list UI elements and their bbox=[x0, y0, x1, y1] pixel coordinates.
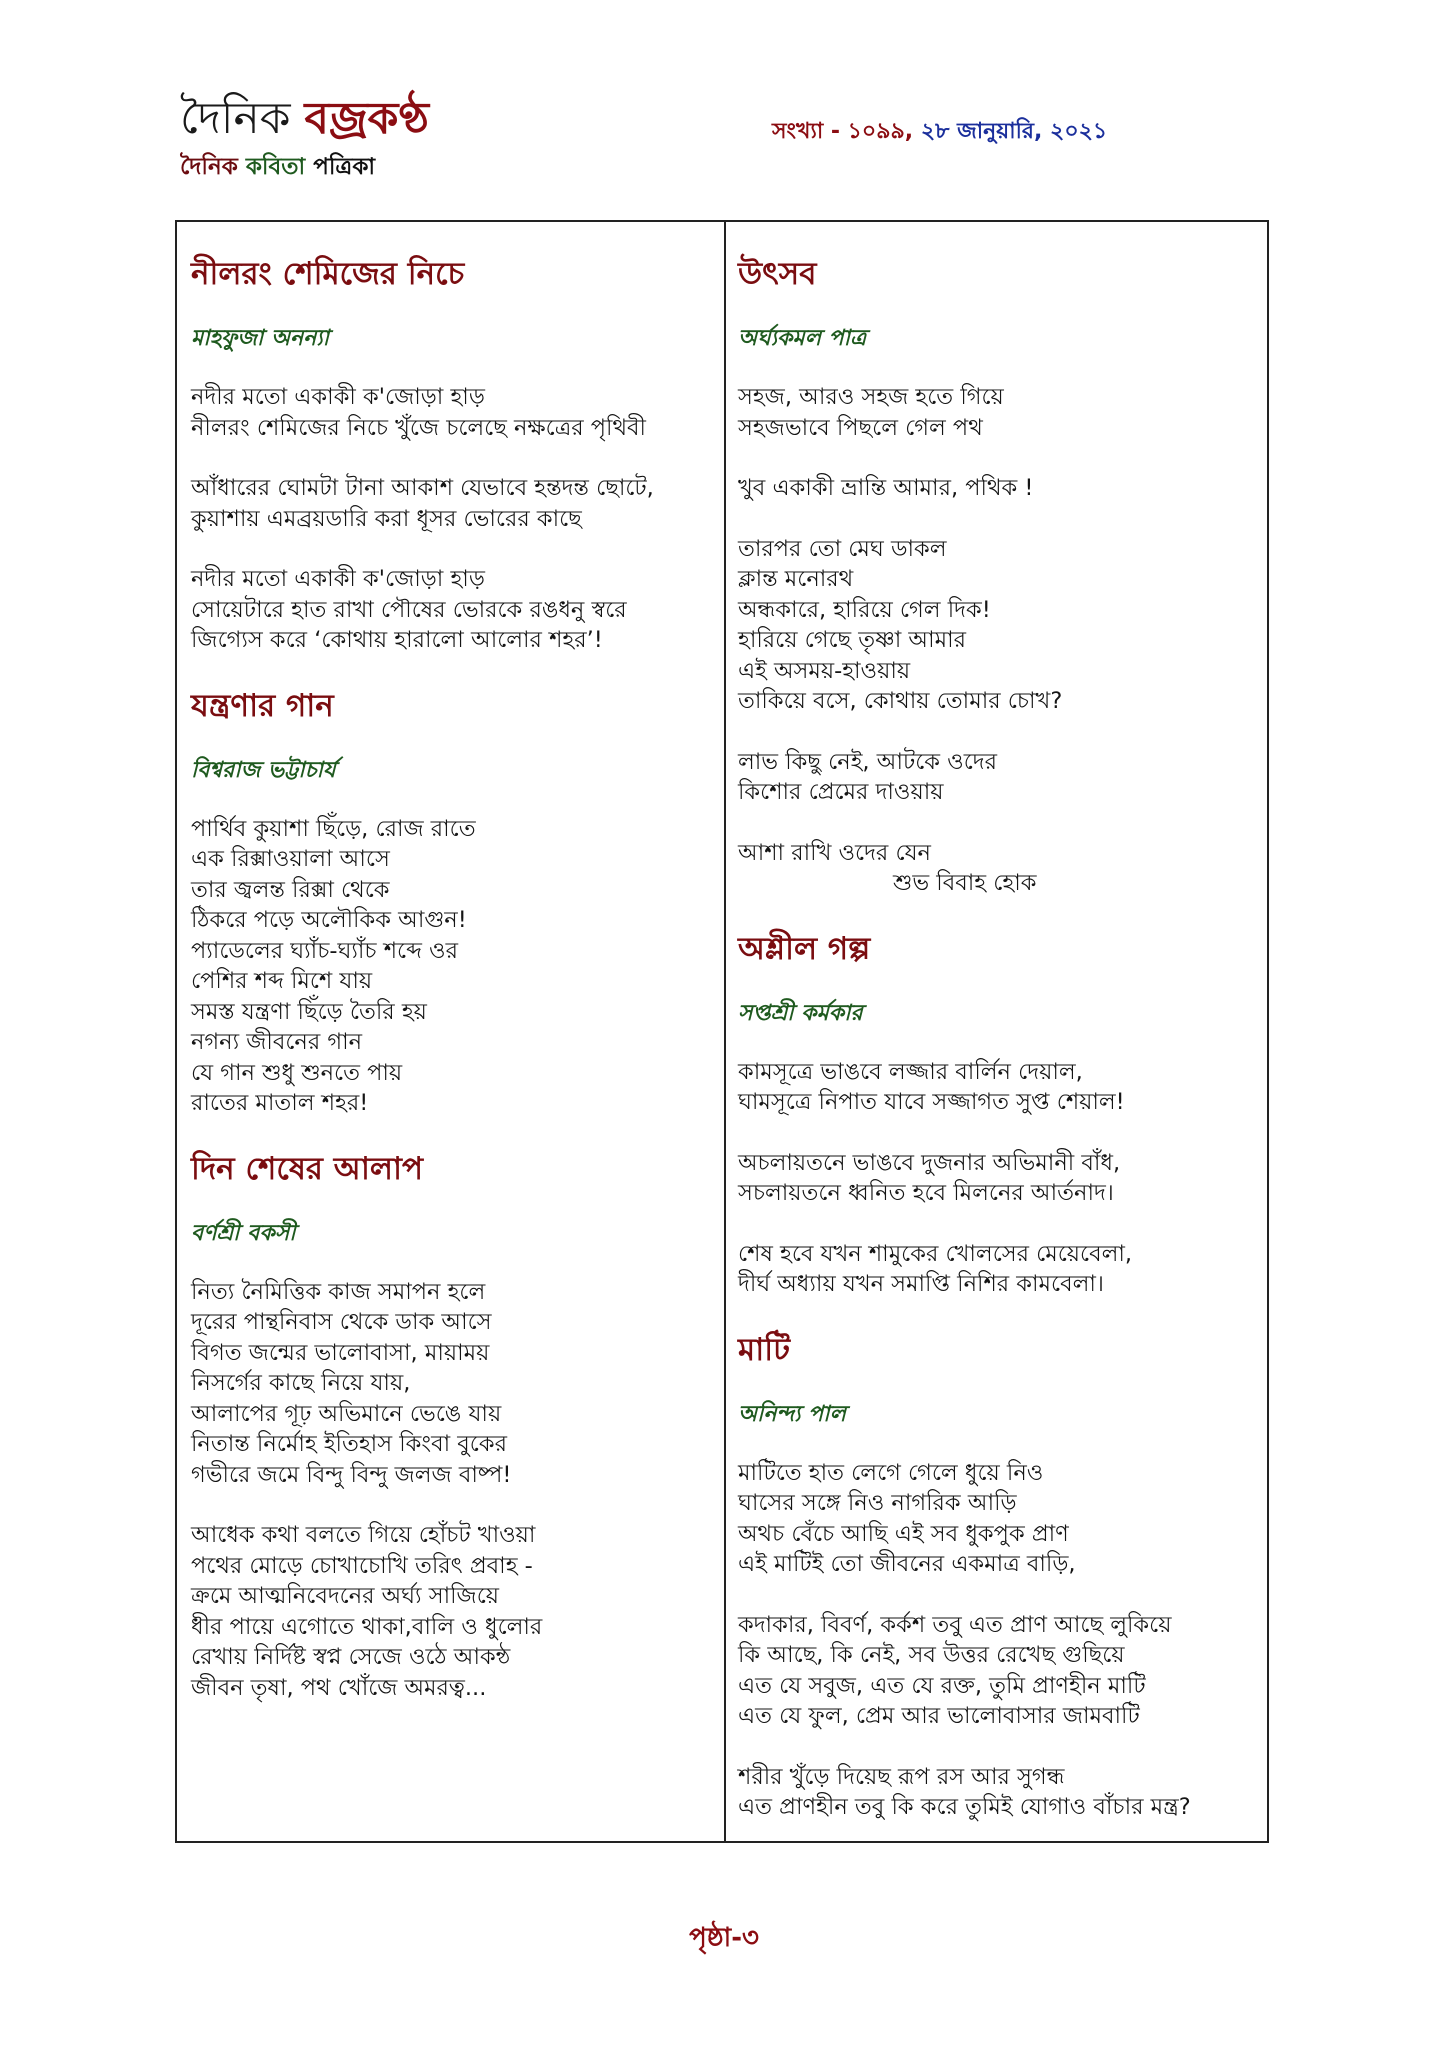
poem-line: আলাপের গূঢ় অভিমানে ভেঙে যায় bbox=[191, 1400, 502, 1427]
poem-line: কি আছে, কি নেই, সব উত্তর রেখেছ গুছিয়ে bbox=[738, 1642, 1125, 1668]
poem-line: সহজভাবে পিছলে গেল পথ bbox=[738, 414, 983, 441]
tagline-part-3: পত্রিকা bbox=[313, 154, 376, 180]
stanza bbox=[738, 382, 1258, 443]
stanza bbox=[738, 473, 1258, 504]
newspaper-logo bbox=[180, 92, 480, 146]
poem-line: ঠিকরে পড়ে অলৌকিক আগুন! bbox=[191, 907, 467, 933]
stanza bbox=[738, 534, 1258, 717]
column-divider bbox=[724, 222, 726, 1841]
poem-author: বিশ্বরাজ ভট্টাচার্য bbox=[191, 757, 336, 783]
tagline-part-1: দৈনিক bbox=[180, 154, 238, 180]
poem-author: মাহফুজা অনন্যা bbox=[191, 326, 330, 351]
poem-line: এত যে সবুজ, এত যে রক্ত, তুমি প্রাণহীন মাটি bbox=[738, 1672, 1146, 1699]
page-number: পৃষ্ঠা-৩ bbox=[689, 1923, 759, 1953]
poem-line: এত প্রাণহীন তবু কি করে তুমিই যোগাও বাঁচার মন্ত্র? bbox=[738, 1794, 1191, 1820]
issue-number: সংখ্যা - ১০৯৯, bbox=[772, 119, 914, 144]
stanza bbox=[191, 382, 711, 443]
poem-line: পেশির শব্দ মিশে যায় bbox=[191, 968, 373, 994]
poem-line: তার জ্বলন্ত রিক্সা থেকে bbox=[191, 876, 390, 903]
poem-line: আঁধারের ঘোমটা টানা আকাশ যেভাবে হন্তদন্ত ছোটে, bbox=[191, 475, 654, 501]
poem-line: বিগত জন্মের ভালোবাসা, মায়াময় bbox=[191, 1339, 490, 1366]
logo-part-dainik: দৈনিক bbox=[180, 93, 291, 144]
poem-line: রাতের মাতাল শহর! bbox=[191, 1090, 369, 1116]
poem-title: অশ্লীল গল্প bbox=[738, 930, 871, 967]
stanza bbox=[191, 1520, 711, 1703]
poem-title: মাটি bbox=[738, 1331, 790, 1368]
stanza bbox=[191, 473, 711, 534]
poem-line: পার্থিব কুয়াশা ছিঁড়ে, রোজ রাতে bbox=[191, 815, 476, 842]
poem-line: ক্লান্ত মনোরথ bbox=[738, 566, 854, 592]
poem bbox=[738, 929, 1258, 1300]
poem-author: বর্ণশ্রী বকসী bbox=[191, 1220, 296, 1246]
poem-line: জিগ্যেস করে ‘কোথায় হারালো আলোর শহর’! bbox=[191, 627, 603, 653]
poem-line: নদীর মতো একাকী ক'জোড়া হাড় bbox=[191, 384, 485, 410]
poem-author: সপ্তশ্রী কর্মকার bbox=[738, 1000, 863, 1026]
poem-line: সচলায়তনে ধ্বনিত হবে মিলনের আর্তনাদ। bbox=[738, 1180, 1114, 1206]
poem-line: দীর্ঘ অধ্যায় যখন সমাপ্তি নিশির কামবেলা। bbox=[738, 1271, 1104, 1297]
poem-line: এত যে ফুল, প্রেম আর ভালোবাসার জামবাটি bbox=[738, 1703, 1140, 1729]
poem-line: শেষ হবে যখন শামুকের খোলসের মেয়েবেলা, bbox=[738, 1240, 1133, 1267]
stanza bbox=[738, 1239, 1258, 1300]
poem-author: অনিন্দ্য পাল bbox=[738, 1401, 846, 1427]
poem-line: কুয়াশায় এমব্রয়ডারি করা ধূসর ভোরের কাছে bbox=[191, 505, 582, 532]
stanza bbox=[738, 1057, 1258, 1118]
poem-line: যে গান শুধু শুনতে পায় bbox=[191, 1059, 403, 1086]
poem-line: গভীরে জমে বিন্দু বিন্দু জলজ বাষ্প! bbox=[191, 1461, 512, 1488]
stanza bbox=[738, 838, 1258, 899]
poem-line: কিশোর প্রেমের দাওয়ায় bbox=[738, 779, 944, 805]
poem-line: পথের মোড়ে চোখাচোখি তরিৎ প্রবাহ - bbox=[191, 1552, 533, 1579]
poem-line: তাকিয়ে বসে, কোথায় তোমার চোখ? bbox=[738, 688, 1063, 714]
poem-title: উৎসব bbox=[738, 256, 817, 292]
poem-line: নিতান্ত নির্মোহ ইতিহাস কিংবা বুকের bbox=[191, 1431, 507, 1457]
issue-date: ২৮ জানুয়ারি, ২০২১ bbox=[920, 119, 1108, 144]
poem-line: হারিয়ে গেছে তৃষ্ণা আমার bbox=[738, 627, 967, 653]
masthead bbox=[180, 92, 480, 187]
logo-part-bajrakantha: বজ্রকণ্ঠ bbox=[304, 93, 429, 144]
poem-line: প্যাডেলের ঘ্যাঁচ-ঘ্যাঁচ শব্দে ওর bbox=[191, 937, 458, 964]
stanza bbox=[738, 1610, 1258, 1732]
poem-line: নিসর্গের কাছে নিয়ে যায়, bbox=[191, 1370, 411, 1396]
poem bbox=[191, 686, 711, 1119]
poem-title: দিন শেষের আলাপ bbox=[191, 1150, 424, 1187]
stanza bbox=[738, 747, 1258, 808]
poem-line: আধেক কথা বলতে গিয়ে হোঁচট খাওয়া bbox=[191, 1522, 536, 1548]
tagline bbox=[180, 148, 480, 187]
poem-line: ক্রমে আত্মনিবেদনের অর্ঘ্য সাজিয়ে bbox=[191, 1583, 499, 1609]
poem-line: নীলরং শেমিজের নিচে খুঁজে চলেছে নক্ষত্রের পৃথিবী bbox=[191, 414, 646, 441]
stanza bbox=[738, 1458, 1258, 1580]
poem-line: তারপর তো মেঘ ডাকল bbox=[738, 535, 947, 562]
right-column bbox=[738, 232, 1258, 1853]
poem-line: নিত্য নৈমিত্তিক কাজ সমাপন হলে bbox=[191, 1278, 486, 1305]
poem-line: আশা রাখি ওদের যেন bbox=[738, 839, 931, 866]
poem-line: এই মাটিই তো জীবনের একমাত্র বাড়ি, bbox=[738, 1551, 1076, 1577]
poem-line: ধীর পায়ে এগোতে থাকা,বালি ও ধুলোর bbox=[191, 1613, 543, 1640]
poem bbox=[738, 254, 1258, 899]
poem-author: অর্ঘ্যকমল পাত্র bbox=[738, 326, 867, 351]
poem-line: সমস্ত যন্ত্রণা ছিঁড়ে তৈরি হয় bbox=[191, 998, 427, 1025]
poem-line: শরীর খুঁড়ে দিয়েছ রূপ রস আর সুগন্ধ bbox=[738, 1763, 1065, 1790]
issue-info bbox=[772, 114, 1107, 151]
left-column bbox=[191, 232, 711, 1733]
poem-line: অন্ধকারে, হারিয়ে গেল দিক! bbox=[738, 596, 991, 623]
poem bbox=[191, 254, 711, 656]
poem-line: শুভ বিবাহ হোক bbox=[893, 870, 1037, 896]
poem-line: এক রিক্সাওয়ালা আসে bbox=[191, 846, 390, 872]
poem-line: কদাকার, বিবর্ণ, কর্কশ তবু এত প্রাণ আছে লুকিয়ে bbox=[738, 1611, 1172, 1638]
poem-line: নগন্য জীবনের গান bbox=[191, 1029, 363, 1055]
poem-line: রেখায় নির্দিষ্ট স্বপ্ন সেজে ওঠে আকন্ঠ bbox=[191, 1644, 511, 1670]
poem-line: লাভ কিছু নেই, আটকে ওদের bbox=[738, 748, 997, 775]
stanza bbox=[738, 1148, 1258, 1209]
poem bbox=[738, 1330, 1258, 1823]
poem-line: জীবন তৃষা, পথ খোঁজে অমরত্ব... bbox=[191, 1674, 487, 1701]
poem-title: যন্ত্রণার গান bbox=[191, 687, 334, 724]
poem-line: ঘাসের সঙ্গে নিও নাগরিক আড়ি bbox=[738, 1490, 1017, 1516]
poem-line: সহজ, আরও সহজ হতে গিয়ে bbox=[738, 384, 1004, 410]
poem-line: ঘামসূত্রে নিপাত যাবে সজ্জাগত সুপ্ত শেয়াল! bbox=[738, 1089, 1125, 1115]
poem-line: সোয়েটারে হাত রাখা পৌষের ভোরকে রঙধনু স্বরে bbox=[191, 596, 627, 623]
poem-line: এই অসময়-হাওয়ায় bbox=[738, 657, 911, 684]
poem-line: কামসূত্রে ভাঙবে লজ্জার বার্লিন দেয়াল, bbox=[738, 1058, 1083, 1085]
content-frame bbox=[175, 220, 1269, 1843]
poem bbox=[191, 1149, 711, 1704]
poem-line: অথচ বেঁচে আছি এই সব ধুকপুক প্রাণ bbox=[738, 1520, 1069, 1547]
stanza bbox=[191, 814, 711, 1119]
tagline-part-2: কবিতা bbox=[245, 154, 306, 180]
poem-line: অচলায়তনে ভাঙবে দুজনার অভিমানী বাঁধ, bbox=[738, 1149, 1121, 1176]
poem-line: দূরের পান্থনিবাস থেকে ডাক আসে bbox=[191, 1309, 492, 1335]
stanza bbox=[738, 1762, 1258, 1823]
stanza bbox=[191, 1277, 711, 1491]
poem-line: খুব একাকী ভ্রান্তি আমার, পথিক ! bbox=[738, 475, 1034, 501]
poem-title: নীলরং শেমিজের নিচে bbox=[191, 256, 465, 292]
poem-line: নদীর মতো একাকী ক'জোড়া হাড় bbox=[191, 566, 485, 592]
stanza bbox=[191, 564, 711, 656]
poem-line: মাটিতে হাত লেগে গেলে ধুয়ে নিও bbox=[738, 1459, 1044, 1486]
